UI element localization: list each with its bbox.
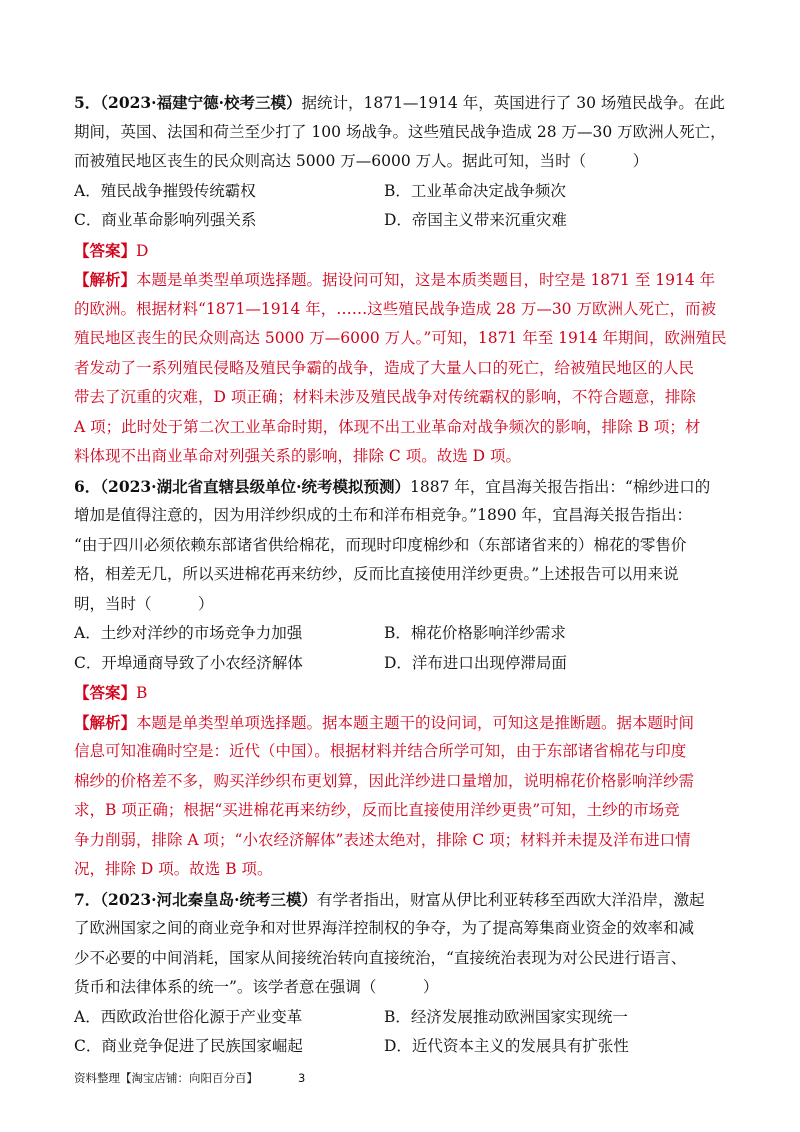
option-b: B．经济发展推动欧洲国家实现统一 [384, 1007, 628, 1026]
options-row [74, 206, 734, 236]
analysis-line: A 项；此时处于第二次工业革命时期，体现不出工业革命对战争频次的影响，排除 B 项；材 [74, 417, 701, 436]
option-a: A．西欧政治世俗化源于产业变革 [74, 1007, 303, 1026]
question-7 [74, 885, 734, 1062]
analysis-line: 棉纱的价格差不多，购买洋纱织布更划算，因此洋纱进口量增加，说明棉花价格影响洋纱需 [74, 771, 695, 790]
question-stem-text: 有学者指出，财富从伊比利亚转移至西欧大洋沿岸，激起 [316, 890, 705, 909]
analysis-line [74, 265, 734, 295]
question-stem-line: 明，当时（ ） [74, 594, 214, 613]
question-number: 5． [74, 93, 101, 112]
options-row [74, 619, 734, 649]
document-page [74, 88, 734, 1062]
analysis-line: 的欧洲。根据材料“1871—1914 年，……这些殖民战争造成 28 万—30 万欧洲人死亡，而被 [74, 299, 716, 318]
answer-label: 【答案】 [74, 240, 137, 260]
analysis-label: 【解析】 [74, 712, 137, 732]
question-5 [74, 88, 734, 472]
question-source: （2023·福建宁德·校考三模） [100, 93, 302, 112]
footer-source: 资料整理【淘宝店铺：向阳百分百】 [74, 1071, 258, 1085]
options-row [74, 177, 734, 207]
option-d: D．近代资本主义的发展具有扩张性 [384, 1037, 629, 1055]
question-stem-line: 了欧洲国家之间的商业竞争和对世界海洋控制权的争夺，为了提高筹集商业资金的效率和减 [74, 919, 695, 937]
answer-value: D [136, 241, 149, 260]
question-6 [74, 472, 734, 885]
question-source: （2023·湖北省直辖县级单位·统考模拟预测） [100, 476, 410, 496]
analysis-text: 本题是单类型单项选择题。据本题主题干的设问词，可知这是推断题。据本题时间 [136, 713, 695, 732]
answer-line [74, 678, 734, 708]
option-d: D．帝国主义带来沉重灾难 [384, 211, 567, 229]
question-stem-line: 增加是值得注意的，因为用洋纱织成的土布和洋布相竞争。”1890 年，宜昌海关报告指出： [74, 506, 693, 524]
question-stem-line: “由于四川必须依赖东部诸省供给棉花，而现时印度棉纱和（东部诸省来的）棉花的零售价 [74, 535, 687, 554]
option-a: A．殖民战争摧毁传统霸权 [74, 181, 256, 200]
answer-line [74, 236, 734, 266]
option-c: C．商业竞争促进了民族国家崛起 [74, 1037, 303, 1055]
question-number: 7． [74, 889, 101, 909]
analysis-line: 信息可知准确时空是：近代（中国）。根据材料并结合所学可知，由于东部诸省棉花与印度 [74, 742, 687, 760]
question-stem-line: 货币和法律体系的统一”。该学者意在强调（ ） [74, 978, 439, 996]
analysis-line [74, 708, 734, 738]
question-stem-line [74, 472, 734, 502]
option-d: D．洋布进口出现停滞局面 [384, 653, 567, 672]
answer-value: B [136, 684, 148, 702]
option-c: C．商业革命影响列强关系 [74, 211, 257, 229]
analysis-line: 者发动了一系列殖民侵略及殖民争霸的战争，造成了大量人口的死亡，给被殖民地区的人民 [74, 358, 695, 377]
analysis-line: 殖民地区丧生的民众则高达 5000 万—6000 万人。”可知，1871 年至 1914 年期间，欧洲殖民 [74, 329, 727, 347]
question-number: 6． [74, 476, 101, 496]
analysis-line: 求，B 项正确；根据“买进棉花再来纺纱，反而比直接使用洋纱更贵”可知，土纱的市场竞 [74, 801, 680, 819]
page-footer [74, 1070, 305, 1086]
option-b: B．棉花价格影响洋纱需求 [384, 624, 566, 642]
question-stem-line: 而被殖民地区丧生的民众则高达 5000 万—6000 万人。据此可知，当时（ ） [74, 152, 649, 170]
question-stem-text: 1887 年，宜昌海关报告指出：“棉纱进口的 [409, 477, 711, 496]
question-source: （2023·河北秦皇岛·统考三模） [100, 889, 317, 909]
options-row [74, 1003, 734, 1033]
question-stem-line: 格，相差无几，所以买进棉花再来纺纱，反而比直接使用洋纱更贵。”上述报告可以用来说 [74, 565, 679, 583]
answer-label: 【答案】 [74, 683, 137, 702]
options-row [74, 1032, 734, 1062]
option-c: C．开埠通商导致了小农经济解体 [74, 653, 303, 672]
analysis-line: 争力削弱，排除 A 项；“小农经济解体”表述太绝对，排除 C 项；材料并未提及洋布进口情 [74, 830, 691, 849]
analysis-label: 【解析】 [74, 270, 137, 289]
question-stem-line [74, 88, 734, 118]
question-stem-line [74, 885, 734, 915]
question-stem-line: 少不必要的中间消耗，国家从间接统治转向直接统治，“直接统治表现为对公民进行语言、 [74, 948, 687, 967]
question-stem-text: 据统计，1871—1914 年，英国进行了 30 场殖民战争。在此 [301, 94, 725, 112]
analysis-line: 带去了沉重的灾难，D 项正确；材料未涉及殖民战争对传统霸权的影响，不符合题意，排除 [74, 388, 696, 406]
page-number: 3 [298, 1071, 306, 1085]
option-a: A．土纱对洋纱的市场竞争力加强 [74, 624, 303, 642]
option-b: B．工业革命决定战争频次 [384, 181, 566, 200]
analysis-line: 况，排除 D 项。故选 B 项。 [74, 860, 273, 878]
question-stem-line: 期间，英国、法国和荷兰至少打了 100 场战争。这些殖民战争造成 28 万—30 万欧洲人死亡， [74, 122, 726, 141]
options-row [74, 649, 734, 679]
analysis-text: 本题是单类型单项选择题。据设问可知，这是本质类题目，时空是 1871 至 1914 年 [136, 271, 716, 289]
analysis-line: 料体现不出商业革命对列强关系的影响，排除 C 项。故选 D 项。 [74, 447, 521, 465]
